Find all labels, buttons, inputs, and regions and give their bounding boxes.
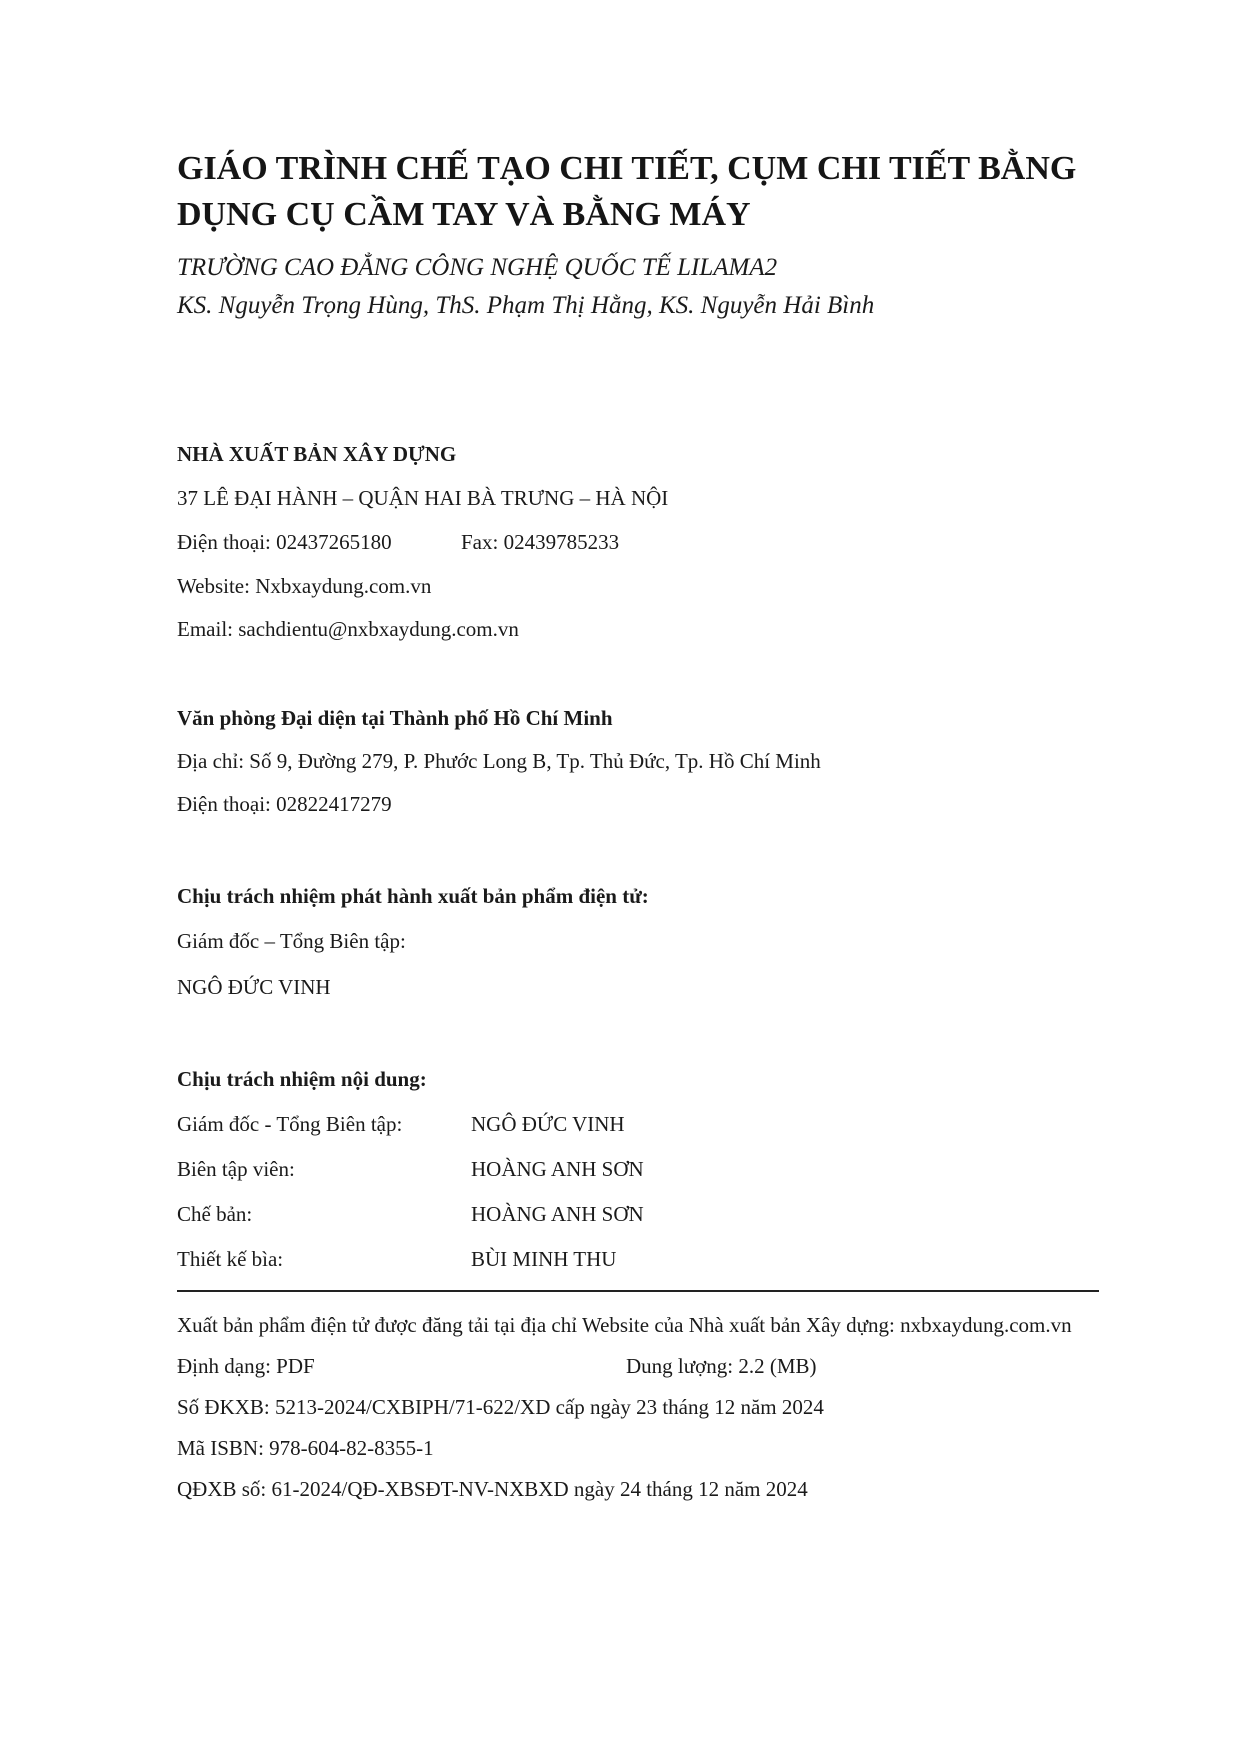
- publisher-address: 37 LÊ ĐẠI HÀNH – QUẬN HAI BÀ TRƯNG – HÀ NỘI: [177, 486, 669, 510]
- electronic-release-person: NGÔ ĐỨC VINH: [177, 975, 331, 999]
- authors-line: KS. Nguyễn Trọng Hùng, ThS. Phạm Thị Hằng, KS. Nguyễn Hải Bình: [177, 292, 875, 319]
- credit-name: NGÔ ĐỨC VINH: [471, 1112, 625, 1136]
- content-responsibility-heading: Chịu trách nhiệm nội dung:: [177, 1067, 427, 1091]
- registration-number: Số ĐKXB: 5213-2024/CXBIPH/71-622/XD cấp ngày 23 tháng 12 năm 2024: [177, 1395, 824, 1419]
- hcm-office-phone: Điện thoại: 02822417279: [177, 792, 392, 816]
- publishing-decision: QĐXB số: 61-2024/QĐ-XBSĐT-NV-NXBXD ngày 24 tháng 12 năm 2024: [177, 1477, 808, 1501]
- hcm-office-address: Địa chỉ: Số 9, Đường 279, P. Phước Long B, Tp. Thủ Đức, Tp. Hồ Chí Minh: [177, 749, 821, 773]
- publisher-fax: Fax: 02439785233: [461, 530, 620, 554]
- hcm-office-heading: Văn phòng Đại diện tại Thành phố Hồ Chí Minh: [177, 706, 613, 730]
- publisher-email: Email: sachdientu@nxbxaydung.com.vn: [177, 617, 519, 641]
- book-title-line-2: DỤNG CỤ CẦM TAY VÀ BẰNG MÁY: [177, 196, 751, 233]
- credit-role: Biên tập viên:: [177, 1157, 295, 1181]
- book-title-line-1: GIÁO TRÌNH CHẾ TẠO CHI TIẾT, CỤM CHI TIẾT BẰNG: [177, 150, 1077, 187]
- credit-role: Giám đốc - Tổng Biên tập:: [177, 1112, 403, 1136]
- file-format: Định dạng: PDF: [177, 1354, 315, 1378]
- publication-website-note: Xuất bản phẩm điện tử được đăng tải tại địa chỉ Website của Nhà xuất bản Xây dựng: nxbxaydung.com.vn: [177, 1313, 1072, 1337]
- credit-role: Thiết kế bìa:: [177, 1247, 284, 1271]
- electronic-release-heading: Chịu trách nhiệm phát hành xuất bản phẩm điện tử:: [177, 884, 649, 908]
- publisher-name: NHÀ XUẤT BẢN XÂY DỰNG: [177, 442, 457, 466]
- credit-name: BÙI MINH THU: [471, 1247, 617, 1271]
- electronic-release-role: Giám đốc – Tổng Biên tập:: [177, 929, 406, 953]
- divider-rule: [177, 1290, 1099, 1292]
- credit-name: HOÀNG ANH SƠN: [471, 1202, 644, 1226]
- institution-name: TRƯỜNG CAO ĐẲNG CÔNG NGHỆ QUỐC TẾ LILAMA2: [177, 254, 778, 281]
- credit-name: HOÀNG ANH SƠN: [471, 1157, 644, 1181]
- credit-role: Chế bản:: [177, 1202, 253, 1226]
- isbn-number: Mã ISBN: 978-604-82-8355-1: [177, 1436, 434, 1460]
- publisher-phone: Điện thoại: 02437265180: [177, 530, 392, 554]
- publisher-website: Website: Nxbxaydung.com.vn: [177, 574, 432, 598]
- file-size: Dung lượng: 2.2 (MB): [626, 1354, 817, 1378]
